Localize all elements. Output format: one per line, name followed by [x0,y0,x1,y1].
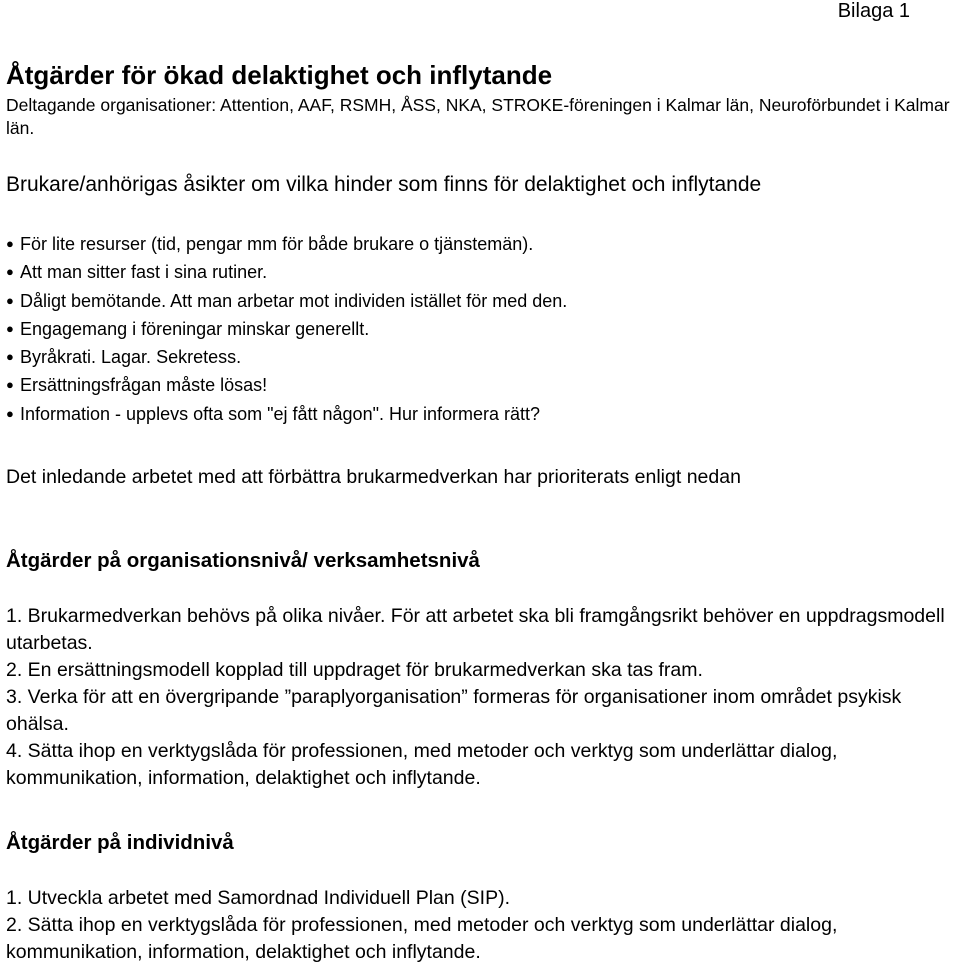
bullet-icon: ● [6,377,14,393]
participating-organisations: Deltagande organisationer: Attention, AAF, RSMH, ÅSS, NKA, STROKE-föreningen i Kalmar län, Neuroförbundet i Kalmar län. [6,95,950,138]
list-item [0,287,567,315]
list-item [0,371,567,399]
list-item-text: Ersättningsfrågan måste lösas! [20,375,268,396]
attachment-label: Bilaga 1 [837,0,910,22]
list-item: 1. Brukarmedverkan behövs på olika nivåer. För att arbetet ska bli framgångsrikt behöver en uppdragsmodell utarbetas. [6,605,945,654]
list-item [0,400,567,428]
barriers-heading: Brukare/anhörigas åsikter om vilka hinder som finns för delaktighet och inflytande [6,173,762,196]
bullet-icon: ● [6,405,14,421]
individual-level-heading: Åtgärder på individnivå [6,831,234,854]
org-level-list [6,603,956,792]
barriers-list [0,230,567,428]
document-title: Åtgärder för ökad delaktighet och inflytande [6,60,553,90]
list-item: 1. Utveckla arbetet med Samordnad Individuell Plan (SIP). [6,887,511,909]
list-item-text: Information - upplevs ofta som "ej fått någon". Hur informera rätt? [20,403,541,424]
list-item [0,315,567,343]
list-item: 2. En ersättningsmodell kopplad till uppdraget för brukarmedverkan ska tas fram. [6,659,703,681]
bullet-icon: ● [6,320,14,336]
list-item [0,343,567,371]
list-item-text: Byråkrati. Lagar. Sekretess. [20,347,242,368]
list-item-text: Dåligt bemötande. Att man arbetar mot individen istället för med den. [20,290,568,311]
individual-level-list [6,885,956,966]
list-item-text: För lite resurser (tid, pengar mm för både brukare o tjänstemän). [20,234,534,254]
list-item-text: Att man sitter fast i sina rutiner. [20,262,268,283]
org-level-heading: Åtgärder på organisationsnivå/ verksamhetsnivå [6,549,480,572]
list-item: 2. Sätta ihop en verktygslåda för professionen, med metoder och verktyg som underlättar dialog, kommunikation, information, delaktighet och inflytande. [6,914,838,963]
list-item [0,258,567,286]
bullet-icon: ● [6,264,14,280]
bullet-icon: ● [6,236,14,251]
list-item: 3. Verka för att en övergripande ”paraplyorganisation” formeras för organisationer inom området psykisk ohälsa. [6,686,902,735]
bullet-icon: ● [6,349,14,365]
intro-paragraph: Det inledande arbetet med att förbättra brukarmedverkan har prioriterats enligt nedan [6,466,741,488]
bullet-icon: ● [6,292,14,308]
list-item [0,230,567,258]
list-item: 4. Sätta ihop en verktygslåda för professionen, med metoder och verktyg som underlättar dialog, kommunikation, information, delaktighet och inflytande. [6,740,838,789]
list-item-text: Engagemang i föreningar minskar generellt. [20,318,370,339]
